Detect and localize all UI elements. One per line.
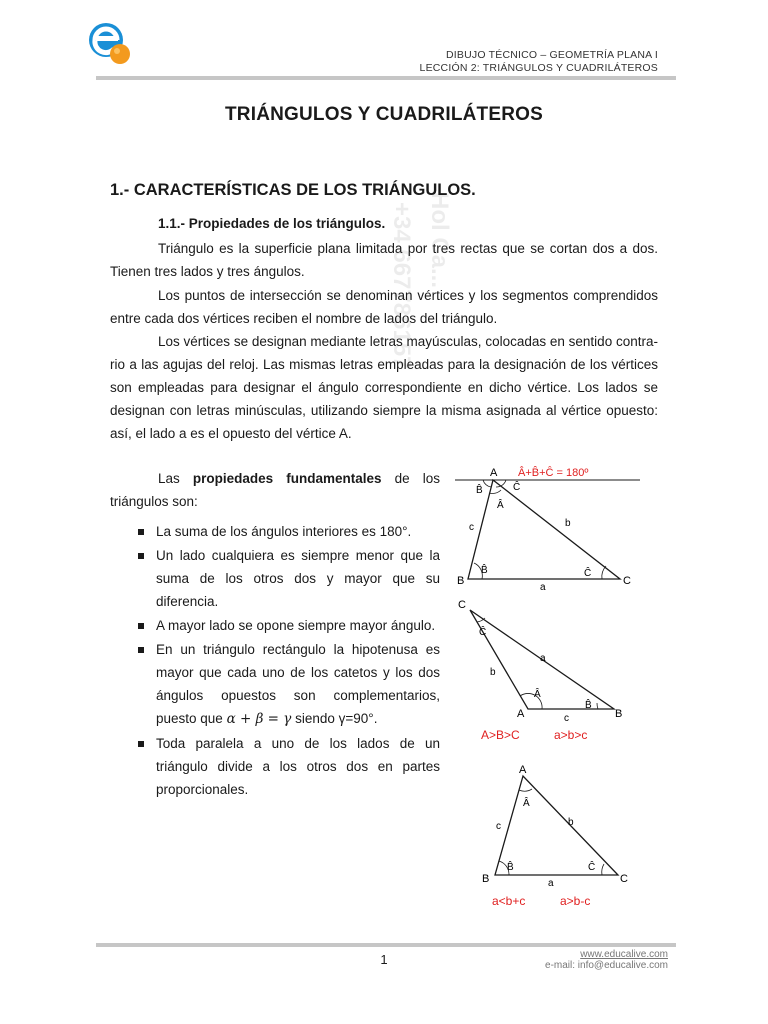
relation-angles: A>B>C [481,728,520,742]
list-item [136,638,440,731]
side-c-label: c [496,821,501,832]
paragraph-vertices-text: Los puntos de intersección se denominan vértices y los segmentos comprendidos entre cada dos vértices reciben el nombre de lados del triángulo. [110,288,658,326]
properties-intro-bold: propiedades fundamentales [192,471,382,486]
section-heading: 1.- CARACTERÍSTICAS DE LOS TRIÁNGULOS. [110,181,476,199]
angle-c-label: Ĉ [479,627,487,638]
vertex-label-c: C [620,873,628,885]
bullet-icon [138,529,144,535]
vertex-label-b: B [482,873,490,885]
header-lesson: LECCIÓN 2: TRIÁNGULOS Y CUADRILÁTEROS [419,62,658,74]
list-item-text: La suma de los ángulos interiores es 180°. [156,524,412,539]
side-a-label: a [540,582,546,592]
side-b-label: b [565,518,571,529]
list-item-tail: siendo γ=90°. [295,711,378,726]
triangle-figure-obtuse [450,596,645,724]
side-b-label: b [490,667,496,678]
relation-sides: a>b>c [554,728,588,742]
vertex-label-a: A [517,708,525,720]
footer-website-link[interactable]: www.educalive.com [580,949,668,960]
paragraph-notation [110,330,658,445]
list-item-text: Un lado cualquiera es siempre menor que la suma de los otros dos y mayor que su diferencia. [156,548,440,609]
vertex-label-a: A [519,764,527,776]
side-c-label: c [564,713,569,724]
angle-a-label: Â [497,500,504,511]
top-angle-b-label: B̂ [476,485,483,496]
list-item-text: En un triángulo rectángulo la hipotenusa es mayor que cada uno de los catetos y los dos ángulos opuestos son complementarios, puesto que [156,642,440,726]
header-subject: DIBUJO TÉCNICO – GEOMETRÍA PLANA I [446,49,658,61]
angle-c-label: Ĉ [584,568,592,579]
angle-c-label: Ĉ [588,862,596,873]
angle-b-label: B̂ [507,862,514,873]
side-a-label: a [548,878,554,889]
list-item [136,520,440,543]
vertex-label-b: B [457,575,465,587]
footer-divider [96,943,676,947]
angle-sum-formula: Â+B̂+Ĉ = 180º [518,467,589,479]
triangle-shape [495,776,618,875]
angle-a-label: Â [534,689,541,700]
side-b-label: b [568,817,574,828]
paragraph-definition [110,237,658,283]
educalive-logo-icon [86,18,132,68]
triangle-figure-angle-sum [450,462,645,592]
triangle-figure-inequality [450,762,645,892]
angle-b-label: B̂ [585,700,592,711]
list-item [136,614,440,637]
side-a-label: a [540,653,546,664]
angle-b-label: B̂ [481,565,488,576]
paragraph-definition-text: Triángulo es la superficie plana limitada por tres rectas que se cortan dos a dos. Tienen tres lados y tres ángulos. [110,241,658,279]
header-divider [96,76,676,80]
top-angle-c-label: Ĉ [513,482,521,493]
vertex-label-a: A [490,467,498,479]
triangle-shape [468,480,620,579]
relation-sum: a<b+c [492,894,526,908]
angle-a-label: Â [523,798,530,809]
paragraph-vertices [110,284,658,330]
bullet-icon [138,623,144,629]
footer-email: e-mail: info@educalive.com [545,960,668,971]
subsection-heading: 1.1.- Propiedades de los triángulos. [158,216,386,231]
list-item [136,732,440,801]
vertex-label-b: B [615,708,623,720]
bullet-icon [138,647,144,653]
page-number: 1 [380,952,388,967]
watermark-line2: Hol Ca... [426,192,453,289]
properties-intro [110,467,440,513]
properties-intro-tail: de los triángulos son: [110,471,440,509]
paragraph-notation-text: Los vértices se designan mediante letras mayúsculas, colocadas en sentido contra- rio a las agujas del reloj. Las mismas letras empleadas para la designación de los vértices son empleadas para designar el ángulo correspondiente en dicho vértice. Los lados se designan con letras minúsculas, utilizando siempre la misma asignada al vértice opuesto: así, el lado a es el opuesto del vértice A. [110,334,658,441]
vertex-label-c: C [623,575,631,587]
properties-list [136,520,440,802]
formula-complementary: α + β = γ [226,711,292,727]
bullet-icon [138,553,144,559]
list-item-text: A mayor lado se opone siempre mayor ángulo. [156,618,436,633]
relation-difference: a>b-c [560,894,591,908]
list-item-text: Toda paralela a uno de los lados de un triángulo divide a los otros dos en partes proporcionales. [156,736,440,797]
watermark-line1: +34 667786157 [388,202,415,370]
bullet-icon [138,741,144,747]
list-item [136,544,440,613]
properties-intro-lead: Las [158,471,180,486]
side-c-label: c [469,522,474,533]
document-title: TRIÁNGULOS Y CUADRILÁTEROS [224,104,543,125]
vertex-label-c: C [458,599,466,611]
